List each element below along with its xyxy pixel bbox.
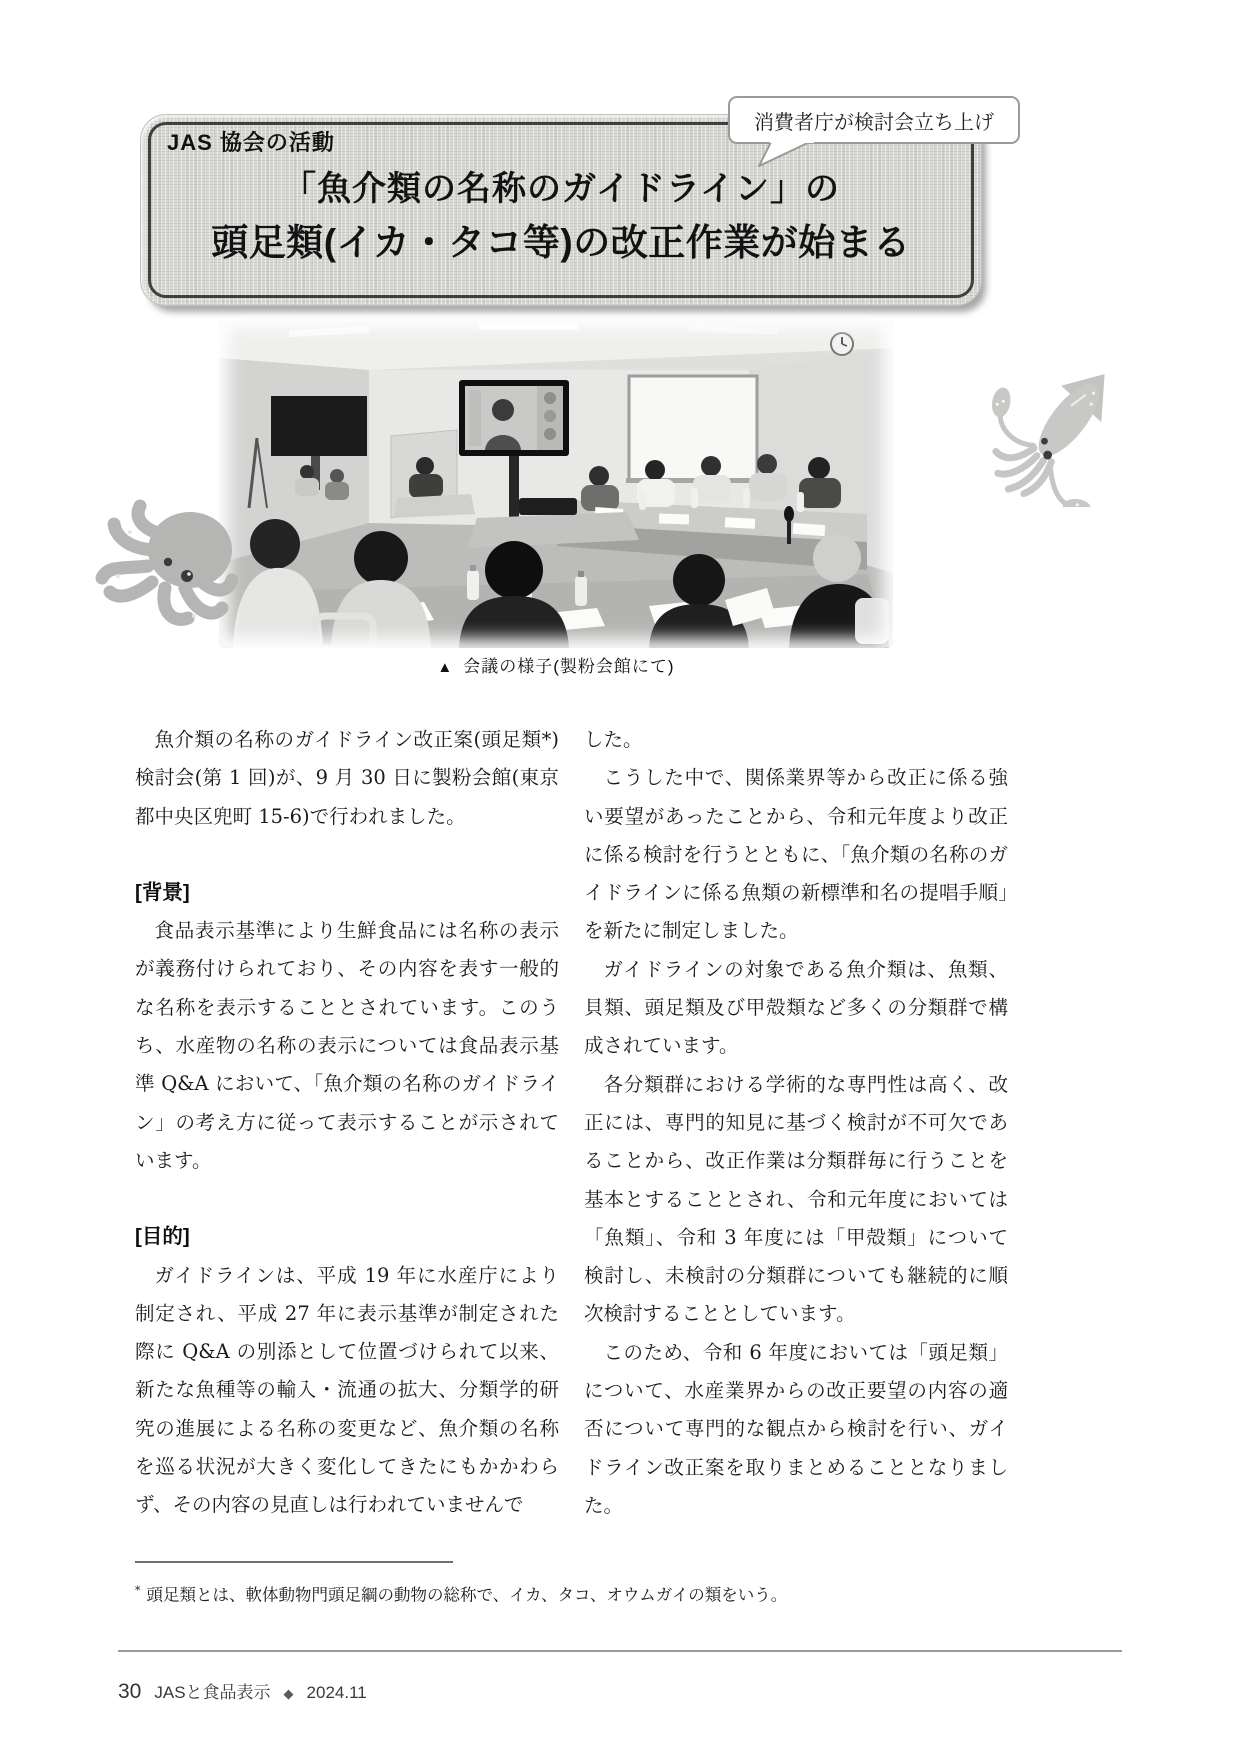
paragraph-revision-request: こうした中で、関係業界等から改正に係る強い要望があったことから、令和元年度より改正に係る検討を行うとともに、「魚介類の名称のガイドラインに係る魚類の新標準和名の提唱手順」を新たに制定しました。 xyxy=(584,766,1008,943)
paragraph-reiwa6-plan: このため、令和 6 年度においては「頭足類」について、水産業界からの改正要望の内容の適否について専門的な観点から検討を行い、ガイドライン改正案を取りまとめることとなりました。 xyxy=(584,1340,1008,1517)
footer-rule xyxy=(118,1650,1122,1652)
callout-text: 消費者庁が検討会立ち上げ xyxy=(754,111,994,134)
squid-illustration xyxy=(976,342,1144,507)
meeting-room-scene xyxy=(219,318,893,648)
bubble-tail xyxy=(756,140,820,170)
right-column xyxy=(584,721,1008,1525)
journal-title: JASと食品表示 xyxy=(154,1683,271,1702)
section-label: JAS 協会の活動 xyxy=(167,130,335,155)
wall-tv xyxy=(271,396,367,456)
section-heading-background: [背景] xyxy=(135,880,190,904)
photo-caption xyxy=(219,652,893,677)
footnote-marker: * xyxy=(135,1584,141,1597)
left-column xyxy=(135,721,559,1525)
meeting-photo xyxy=(219,318,893,648)
projector xyxy=(519,498,577,515)
footnote-rule xyxy=(135,1561,453,1563)
paragraph-intro: 魚介類の名称のガイドライン改正案(頭足類*)検討会(第 1 回)が、9 月 30 日に製粉会館(東京都中央区兜町 15-6)で行われました。 xyxy=(135,728,559,828)
paragraph-purpose: ガイドラインは、平成 19 年に水産庁により制定され、平成 27 年に表示基準が制定された際に Q&A の別添として位置づけられて以来、新たな魚種等の輸入・流通の拡大、分類学的研究の進展による名称の変更など、魚介類の名称を巡る状況が大きく変化してきたにもかかわらず、その内容の見直しは行われていませんで xyxy=(135,1263,559,1517)
page-number: 30 xyxy=(118,1680,142,1703)
footnote-text: 頭足類とは、軟体動物門頭足綱の動物の総称で、イカ、タコ、オウムガイの類をいう。 xyxy=(146,1585,788,1605)
caption-text: 会議の様子(製粉会館にて) xyxy=(463,657,675,676)
article-body xyxy=(135,721,1008,1525)
callout-bubble xyxy=(728,96,1020,144)
section-heading-purpose: [目的] xyxy=(135,1225,190,1249)
issue-date: 2024.11 xyxy=(306,1683,367,1702)
article-title xyxy=(141,163,981,271)
caption-triangle-icon: ▲ xyxy=(437,659,454,676)
paragraph-review-by-group: 各分類群における学術的な専門性は高く、改正には、専門的知見に基づく検討が不可欠であることから、改正作業は分類群毎に行うことを基本とすることとされ、令和元年度においては「魚類」、令和 3 年度には「甲殻類」について検討し、未検討の分類群についても継続的に順次検討することとしています。 xyxy=(584,1072,1008,1326)
paragraph-guideline-scope: ガイドラインの対象である魚介類は、魚類、貝類、頭足類及び甲殻類など多くの分類群で構成されています。 xyxy=(584,957,1008,1058)
title-line-2: 頭足類(イカ・タコ等)の改正作業が始まる xyxy=(211,222,911,263)
title-line-1: 「魚介類の名称のガイドライン」の xyxy=(282,170,840,208)
page-footer xyxy=(118,1678,367,1704)
footer-diamond-icon: ◆ xyxy=(283,1686,294,1701)
paragraph-background: 食品表示基準により生鮮食品には名称の表示が義務付けられており、その内容を表す一般的な名称を表示することとされています。このうち、水産物の名称の表示については食品表示基準 Q&A において、「魚介類の名称のガイドライン」の考え方に従って表示することが示されています。 xyxy=(135,919,559,1172)
octopus-illustration xyxy=(90,492,240,647)
paragraph-continuation: した。 xyxy=(584,728,643,751)
footnote xyxy=(135,1578,1035,1609)
